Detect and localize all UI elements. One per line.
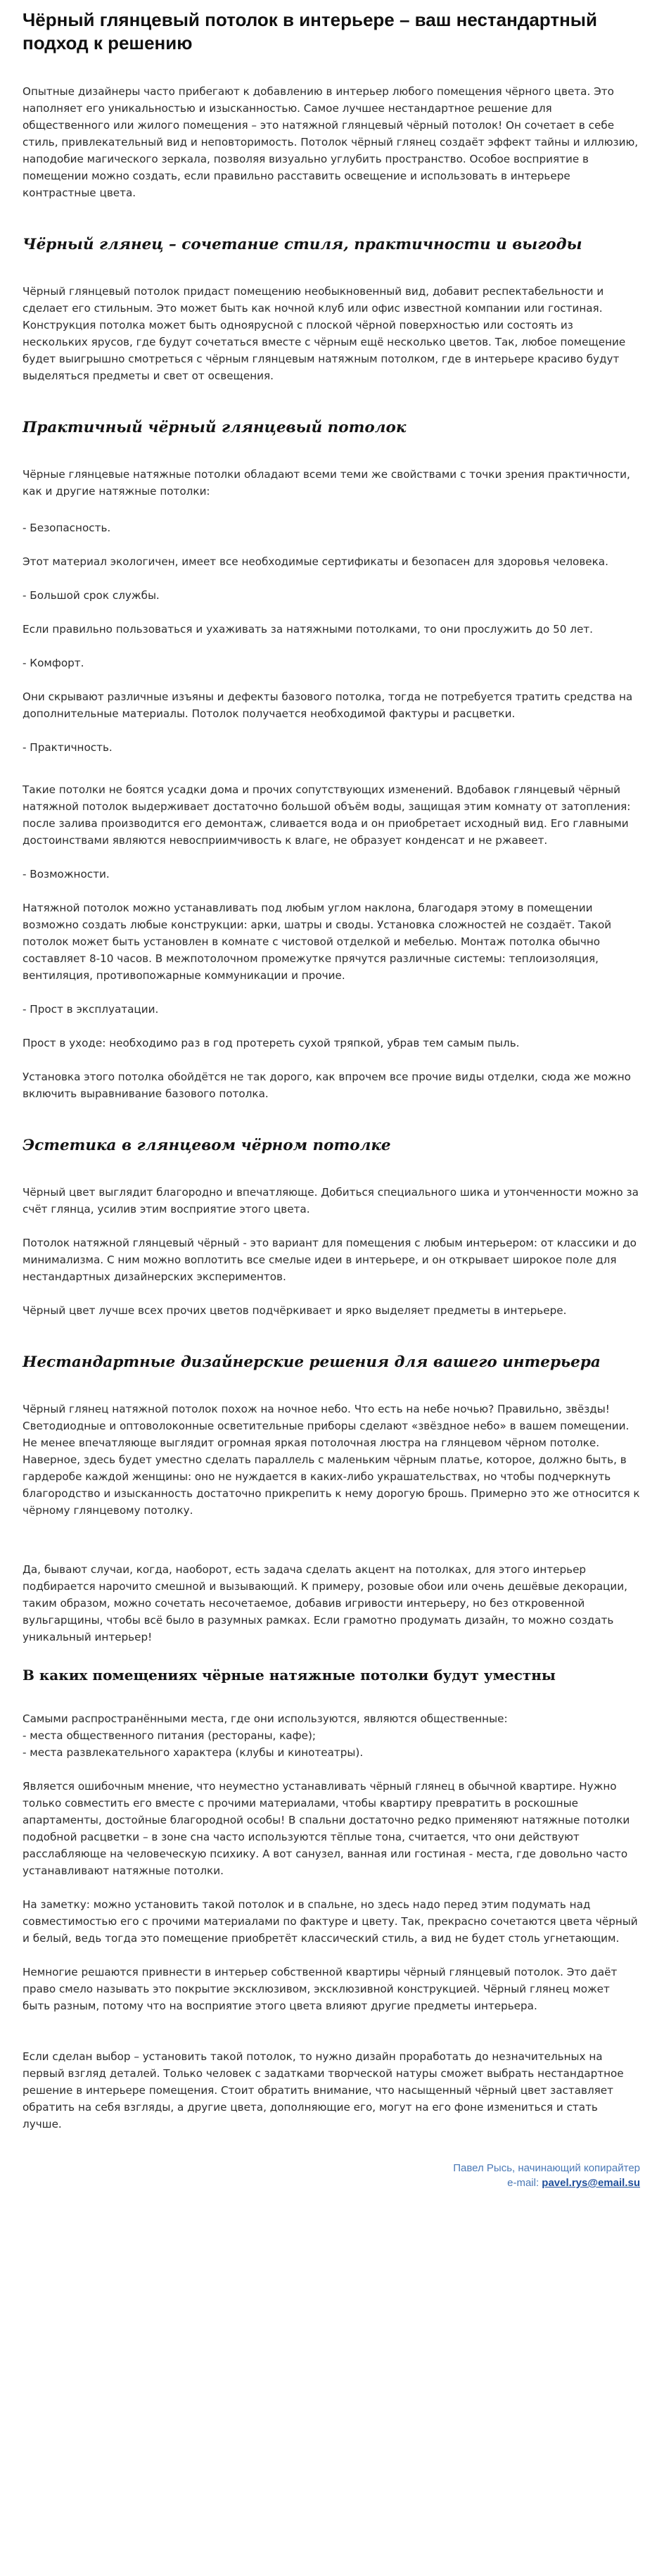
section-heading-aesthetics: Эстетика в глянцевом чёрном потолке [23, 1137, 391, 1154]
list-item: - Прост в эксплуатации. [23, 1003, 159, 1016]
section-heading-rooms: В каких помещениях чёрные натяжные потолки будут уместны [23, 1667, 556, 1684]
page-title: Чёрный глянцевый потолок в интерьере – ваш нестандартный подход к решению [23, 9, 597, 53]
paragraph: Чёрный цвет лучше всех прочих цветов подчёркивает и ярко выделяет предметы в интерьере. [23, 1304, 567, 1317]
paragraph: Такие потолки не боятся усадки дома и прочих сопутствующих изменений. Вдобавок глянцевый чёрный натяжной потолок выдерживает достаточно большой объём воды, защищая этим комнату от затопления: после залива производится его демонтаж, сливается вода и он приобретает исходный вид. Его главными достоинствами являются невосприимчивость к влаге, не образует конденсат и не ржавеет. [23, 783, 631, 847]
section-heading-design: Нестандартные дизайнерские решения для вашего интерьера [23, 1353, 601, 1371]
list-item: - Практичность. [23, 741, 113, 754]
paragraph: Чёрный цвет выглядит благородно и впечатляюще. Добиться специального шика и утонченности можно за счёт глянца, усилив этим восприятие этого цвета. [23, 1186, 639, 1216]
list-item: - Безопасность. [23, 522, 111, 534]
paragraph: Прост в уходе: необходимо раз в год протереть сухой тряпкой, убрав тем самым пыль. [23, 1037, 520, 1049]
paragraph: Если сделан выбор – установить такой потолок, то нужно дизайн проработать до незначительных на первый взгляд деталей. Только человек с задатками творческой натуры сможет выбрать нестандартное решение в интерьере помещения. Стоит обратить внимание, что насыщенный чёрный цвет заставляет обратить на себя взгляды, а другие цвета, дополняющие его, могут на его фоне измениться и стать лучше. [23, 2050, 624, 2130]
paragraph: Чёрные глянцевые натяжные потолки обладают всеми теми же свойствами с точки зрения практичности, как и другие натяжные потолки: [23, 468, 630, 498]
section-heading-practical: Практичный чёрный глянцевый потолок [23, 419, 407, 436]
paragraph: Чёрный глянец натяжной потолок похож на ночное небо. Что есть на небе ночью? Правильно, звёзды! Светодиодные и оптоволоконные осветительные приборы сделают «звёздное небо» в вашем помещении. Не менее впечатляюще выглядит огромная яркая потолочная люстра на глянцевом чёрном потолке. Наверное, здесь будет уместно сделать параллель с маленьким чёрным платье, которое, должно быть, в гардеробе каждой женщины: оно не нуждается в каких-либо украшательствах, но чтобы подчеркнуть благородство и изысканность достаточно прикрепить к нему дорогую брошь. Примерно это же относится к чёрному глянцевому потолку. [23, 1403, 640, 1517]
paragraph: Самыми распространёнными места, где они используются, являются общественные: [23, 1712, 508, 1725]
paragraph: Установка этого потолка обойдётся не так дорого, как впрочем все прочие виды отделки, сюда же можно включить выравнивание базового потолка. [23, 1071, 631, 1100]
email-link[interactable]: pavel.rys@email.su [542, 2177, 640, 2189]
paragraph: Они скрывают различные изъяны и дефекты базового потолка, тогда не потребуется тратить средства на дополнительные материалы. Потолок получается необходимой фактуры и расцветки. [23, 690, 633, 720]
author-signature [23, 2161, 640, 2190]
section-heading-style: Чёрный глянец – сочетание стиля, практичности и выгоды [23, 236, 582, 253]
paragraph: Чёрный глянцевый потолок придаст помещению необыкновенный вид, добавит респектабельности и сделает его стильным. Это может быть как ночной клуб или офис известной компании или гостиная. Конструкция потолка может быть одноярусной с плоской чёрной поверхностью или состоять из нескольких ярусов, где будут сочетаться вместе с чёрным ещё несколько цветов. Так, любое помещение будет выигрышно смотреться с чёрным глянцевым натяжным потолком, где в интерьере красиво будут выделяться предметы и свет от освещения. [23, 285, 626, 382]
paragraph: Натяжной потолок можно устанавливать под любым углом наклона, благодаря этому в помещении возможно создать любые конструкции: арки, шатры и своды. Установка сложностей не создаёт. Такой потолок может быть установлен в комнате с чистовой отделкой и мебелью. Монтаж потолка обычно составляет 8-10 часов. В межпотолочном промежутке прячутся различные системы: теплоизоляция, вентиляция, противопожарные коммуникации и прочие. [23, 902, 612, 982]
email-label: e-mail: [507, 2177, 540, 2189]
list-item: - Возможности. [23, 868, 110, 880]
paragraph: Является ошибочным мнение, что неуместно устанавливать чёрный глянец в обычной квартире. Нужно только совместить его вместе с прочими материалами, чтобы квартиру превратить в роскошные апартаменты, достойные благородной особы! В спальни достаточно редко применяют натяжные потолки подобной расцветки – в зоне сна часто используются тёплые тона, считается, что они действуют расслабляюще на человеческую психику. А вот санузел, ванная или гостиная - места, где довольно часто устанавливают натяжные потолки. [23, 1780, 630, 1877]
author-name: Павел Рысь, начинающий копирайтер [453, 2162, 640, 2174]
list-item: - места общественного питания (рестораны, кафе); [23, 1729, 316, 1742]
paragraph: Этот материал экологичен, имеет все необходимые сертификаты и безопасен для здоровья человека. [23, 555, 608, 568]
paragraph: Если правильно пользоваться и ухаживать за натяжными потолками, то они прослужить до 50 лет. [23, 623, 593, 636]
list-item: - места развлекательного характера (клубы и кинотеатры). [23, 1746, 364, 1759]
paragraph: Потолок натяжной глянцевый чёрный - это вариант для помещения с любым интерьером: от классики и до минимализма. С ним можно воплотить все смелые идеи в интерьере, и он открывает широкое поле для нестандартных дизайнерских экспериментов. [23, 1237, 637, 1283]
author-email-line [23, 2176, 640, 2190]
list-item: - Большой срок службы. [23, 589, 160, 602]
paragraph: Да, бывают случаи, когда, наоборот, есть задача сделать акцент на потолках, для этого интерьер подбирается нарочито смешной и вызывающий. К примеру, розовые обои или очень дешёвые декорации, таким образом, можно сочетать несочетаемое, добавив игривости интерьеру, но без откровенной вульгарщины, чтобы всё было в разумных рамках. Если грамотно продумать дизайн, то можно создать уникальный интерьер! [23, 1563, 627, 1643]
paragraph: Немногие решаются привнести в интерьер собственной квартиры чёрный глянцевый потолок. Это даёт право смело называть это покрытие эксклюзивом, эксклюзивной конструкцией. Чёрный глянец может быть разным, потому что на восприятие этого цвета влияют другие предметы интерьера. [23, 1966, 618, 2012]
list-item: - Комфорт. [23, 657, 84, 669]
paragraph: На заметку: можно установить такой потолок и в спальне, но здесь надо перед этим подумать над совместимостью его с прочими материалами по фактуре и цвету. Так, прекрасно сочетаются цвета чёрный и белый, ведь тогда это помещение приобретёт классический стиль, а вид не будет столь угнетающим. [23, 1898, 638, 1945]
intro-paragraph: Опытные дизайнеры часто прибегают к добавлению в интерьер любого помещения чёрного цвета. Это наполняет его уникальностью и изысканностью. Самое лучшее нестандартное решение для общественного или жилого помещения – это натяжной глянцевый чёрный потолок! Он сочетает в себе стиль, привлекательный вид и неповторимость. Потолок чёрный глянец создаёт эффект тайны и иллюзию, наподобие магического зеркала, позволяя визуально углубить пространство. Особое восприятие в помещении можно создать, если правильно расставить освещение и использовать в интерьере контрастные цвета. [23, 85, 639, 199]
